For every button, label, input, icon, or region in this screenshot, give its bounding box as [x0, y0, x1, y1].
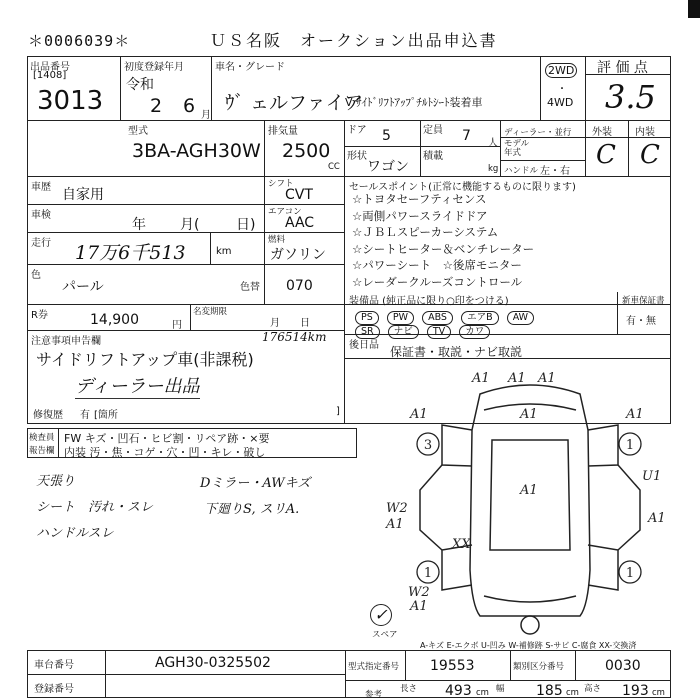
drive-2wd: 2WD: [545, 63, 577, 78]
equip-aw: AW: [507, 311, 534, 325]
height-label: 高さ: [584, 684, 602, 694]
color-code-label: 色替: [240, 282, 260, 293]
rear-line: [484, 596, 576, 602]
rating-label: 評 価 点: [597, 60, 648, 76]
remarks-line1: サイドリフトアップ車(非課税): [36, 350, 254, 369]
length-value: 493: [445, 683, 472, 699]
type-cert-value: 19553: [430, 658, 475, 674]
inspection-label: 車検: [31, 210, 51, 221]
equip-abs: ABS: [422, 311, 453, 325]
mileage-label: 走行: [31, 238, 51, 249]
aircon-value: AAC: [285, 215, 315, 231]
interior-value: C: [640, 140, 660, 170]
equip-ps: PS: [355, 311, 379, 325]
registration-year: 2: [150, 95, 163, 117]
transfer-label: 名変期限: [193, 307, 228, 317]
recycle-label: R券: [31, 310, 48, 321]
length-unit: cm: [476, 688, 489, 698]
mileage-unit: km: [216, 246, 232, 257]
fuel-value: ガソリン: [270, 247, 326, 263]
attached-label: 後日品: [349, 340, 379, 351]
chassis-number: AGH30-0325502: [155, 655, 271, 671]
reg-label: 登録番号: [34, 684, 74, 695]
model-name: ｳﾞ ェルファイア: [225, 92, 364, 114]
equip-tv: TV: [427, 325, 451, 339]
load-unit: kg: [488, 164, 499, 174]
equip-navi: ナビ: [388, 325, 419, 339]
mark-top-3: A1: [538, 371, 556, 386]
class-label: 類別区分番号: [513, 662, 565, 672]
note-handle: ハンドルスレ: [36, 526, 114, 541]
drive-4wd: 4WD: [547, 96, 574, 109]
note-mirror: Dミラー・AWキズ: [200, 476, 311, 491]
shift-label: シフト: [268, 179, 294, 189]
equip-leather: カワ: [459, 325, 490, 339]
recycle-unit: 円: [172, 320, 182, 331]
sales-point-item: ☆レーダークルーズコントロール: [352, 274, 523, 289]
mark-center-1: A1: [520, 407, 538, 422]
attached-value: 保証書・取説・ナビ取説: [390, 345, 523, 359]
height-value: 193: [622, 683, 649, 699]
recycle-value: 14,900: [90, 312, 139, 328]
check-row1: FW キズ・凹石・ヒビ割・リペア跡・×要: [64, 432, 270, 445]
equip-sr: SR: [355, 325, 380, 339]
inspection-day: 日): [236, 217, 256, 233]
mileage-value: 17万6千513: [75, 242, 186, 264]
handle-label: ハンドル: [504, 166, 539, 176]
displacement-unit: CC: [328, 162, 340, 172]
rating-score: 3.5: [605, 78, 656, 116]
exterior-value: C: [596, 140, 616, 170]
tire-rr: 1: [625, 566, 635, 581]
color-label: 色: [31, 270, 41, 281]
model-label: 車名・グレード: [215, 62, 285, 73]
width-unit: cm: [566, 688, 579, 698]
sheet-number: ＊0006039＊: [28, 32, 131, 50]
exterior-label: 外装: [592, 127, 612, 138]
lot-number: 3013: [37, 86, 104, 116]
equipment-label: 装備品 (純正品に限り○印をつける): [349, 296, 509, 307]
registration-month-unit: 月: [201, 110, 211, 121]
doors-label: ドア: [347, 125, 367, 136]
ref-label: 参考: [365, 690, 383, 700]
sales-point-item: ☆両側パワースライドドア: [352, 208, 488, 223]
class-value: 0030: [605, 658, 641, 674]
sales-points-list: [352, 191, 534, 290]
model-grade: V ｻｲﾄﾞﾘﾌﾄｱｯﾌﾟﾁﾙﾄｼｰﾄ装着車: [345, 96, 483, 109]
repair-bracket: ]: [336, 406, 340, 417]
repair-suffix: [箇所: [94, 410, 118, 421]
type-label: 型式: [128, 126, 148, 137]
note-underbody: 下廻りS, スリA.: [204, 502, 300, 517]
length-label: 長さ: [400, 684, 418, 694]
shift-value: CVT: [285, 187, 313, 203]
model-year-label: モデル 年式: [504, 139, 530, 158]
registration-month: 6: [183, 95, 196, 117]
body-shape-value: ワゴン: [367, 159, 409, 175]
tire-fr: 1: [625, 438, 635, 453]
aircon-label: エアコン: [268, 207, 302, 217]
load-label: 積載: [423, 151, 443, 162]
car-damage-diagram: [380, 370, 680, 640]
warranty-value: 有・無: [626, 316, 656, 327]
equip-pw: PW: [387, 311, 414, 325]
history-value: 自家用: [62, 187, 104, 203]
mark-top-2: A1: [508, 371, 526, 386]
capacity-label: 定員: [423, 125, 443, 136]
mark-xx: XX: [452, 537, 471, 552]
spare-check-icon: ✓: [370, 604, 392, 626]
mark-w2-1: W2: [386, 501, 408, 516]
mark-top-1: A1: [472, 371, 490, 386]
remarks-line2: ディーラー出品: [75, 372, 200, 399]
width-value: 185: [536, 683, 563, 699]
handle-value: 左・右: [540, 166, 570, 177]
body-shape-label: 形状: [347, 151, 367, 162]
repair-value: 有: [80, 410, 90, 421]
check-row2: 内装 汚・焦・コゲ・穴・凹・キレ・破し: [64, 446, 266, 459]
interior-label: 内装: [635, 127, 655, 138]
history-label: 車歴: [31, 182, 51, 193]
dealer-label: ディーラー・並行: [504, 128, 572, 138]
check-label2: 報告欄: [29, 446, 55, 456]
lot-sub: [1408]: [33, 70, 67, 81]
spare-label: スペア: [372, 630, 398, 640]
color-code: 070: [286, 278, 313, 294]
tire-fl: 3: [423, 438, 433, 453]
capacity-value: 7: [462, 128, 471, 144]
lot-label: 出品番号: [30, 62, 70, 73]
mark-w2-2: W2: [408, 585, 430, 600]
note-headliner: 天張り: [36, 474, 76, 489]
warranty-label: 新車保証書: [622, 296, 665, 306]
width-label: 幅: [496, 684, 505, 694]
sales-point-item: ☆シートヒーター＆ベンチレーター: [352, 241, 535, 256]
tire-rl: 1: [423, 566, 433, 581]
doors-value: 5: [382, 128, 391, 144]
mark-left-1: A1: [410, 407, 428, 422]
form-title: ＵＳ名阪 オークション出品申込書: [210, 31, 498, 50]
remarks-label: 注意事項申告欄: [31, 336, 101, 347]
note-seat: シート 汚れ・スレ: [36, 500, 154, 515]
equip-airbag: エアB: [461, 311, 499, 325]
sales-point-item: ☆ＪＢＬスピーカーシステム: [352, 225, 499, 239]
fuel-label: 燃料: [268, 235, 286, 245]
repair-label: 修復歴: [33, 410, 63, 421]
height-unit: cm: [652, 688, 665, 698]
inspection-month: 月(: [180, 217, 200, 233]
mark-left-3: A1: [410, 599, 428, 614]
sales-points-label: セールスポイント(正常に機能するものに限ります): [349, 182, 576, 193]
inspection-year: 年: [132, 217, 146, 233]
displacement-value: 2500: [282, 140, 331, 162]
mark-right-3: A1: [648, 511, 666, 526]
type-cert-label: 型式指定番号: [348, 662, 400, 672]
displacement-label: 排気量: [268, 126, 298, 137]
sales-point-item: ☆パワーシート ☆後席モニター: [352, 258, 522, 272]
type-value: 3BA-AGH30W: [132, 140, 261, 162]
registration-era: 令和: [126, 77, 154, 93]
transfer-value: 月 日: [270, 318, 310, 329]
sales-point-item: ☆トヨタセーフティセンス: [352, 192, 487, 206]
damage-legend: A-キズ E-エクボ U-凹み W-補修跡 S-サビ C-腐食 XX-交換済: [420, 641, 637, 650]
remarks-km: 176514km: [262, 330, 327, 344]
chassis-label: 車台番号: [34, 660, 74, 671]
drive-dot: ・: [557, 84, 567, 95]
corner-mark: [688, 0, 700, 18]
registration-label: 初度登録年月: [124, 62, 184, 73]
check-label1: 検査員: [29, 433, 55, 443]
mark-center-2: A1: [520, 483, 538, 498]
color-value: パール: [62, 279, 104, 295]
mark-right-2: U1: [642, 469, 662, 484]
capacity-unit: 人: [488, 138, 498, 149]
mark-left-2: A1: [386, 517, 404, 532]
mark-right-1: A1: [626, 407, 644, 422]
